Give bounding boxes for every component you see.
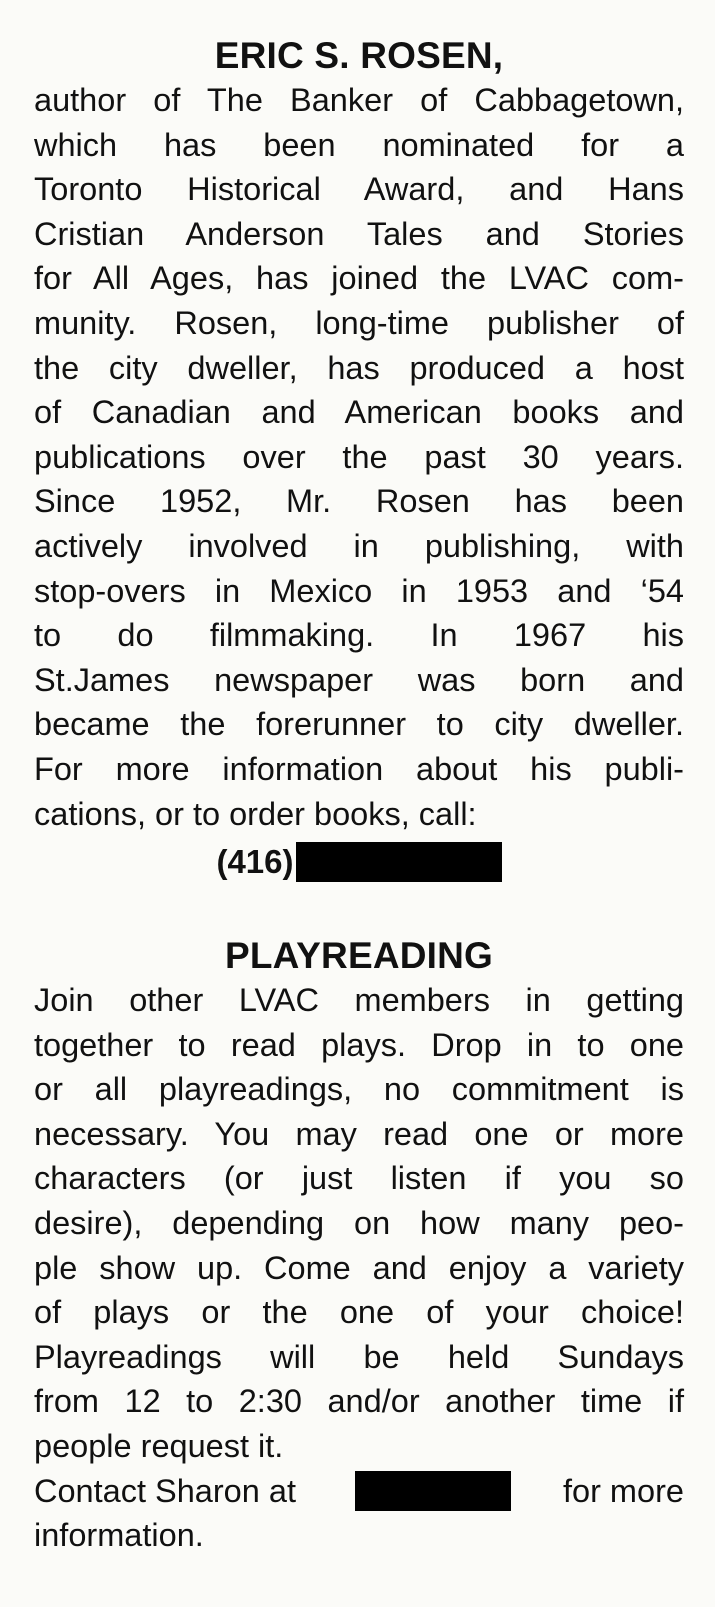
- rosen-line: to do filmmaking. In 1967 his: [34, 617, 684, 654]
- rosen-line: which has been nominated for a: [34, 126, 684, 163]
- phone-number: [34, 838, 684, 884]
- rosen-line: of Canadian and American books and: [34, 394, 684, 431]
- playreading-line: from 12 to 2:30 and/or another time if: [34, 1383, 684, 1420]
- rosen-line: munity. Rosen, long-time publisher of: [34, 304, 684, 341]
- redaction-bar: [355, 1471, 511, 1511]
- rosen-line: Cristian Anderson Tales and Stories: [34, 215, 684, 252]
- rosen-article: [34, 34, 684, 884]
- playreading-line: together to read plays. Drop in to one: [34, 1026, 684, 1063]
- playreading-line: Playreadings will be held Sundays: [34, 1338, 684, 1375]
- phone-area-code: (416): [216, 843, 294, 881]
- playreading-line: of plays or the one of your choice!: [34, 1294, 684, 1331]
- rosen-line: stop-overs in Mexico in 1953 and ‘54: [34, 572, 684, 609]
- rosen-line: the city dweller, has produced a host: [34, 349, 684, 386]
- rosen-line: publications over the past 30 years.: [34, 438, 684, 475]
- playreading-heading: PLAYREADING: [224, 935, 494, 976]
- playreading-line: ple show up. Come and enjoy a variety: [34, 1249, 684, 1286]
- playreading-line: necessary. You may read one or more: [34, 1115, 684, 1152]
- rosen-line: author of The Banker of Cabbagetown,: [34, 82, 684, 118]
- playreading-article: [34, 934, 684, 1558]
- contact-text-before: Contact Sharon at: [34, 1472, 296, 1509]
- playreading-line: desire), depending on how many peo-: [34, 1204, 684, 1241]
- rosen-line: cations, or to order books, call:: [34, 795, 477, 832]
- rosen-line: for All Ages, has joined the LVAC com-: [34, 260, 684, 297]
- rosen-line: St.James newspaper was born and: [34, 661, 684, 698]
- playreading-line: people request it.: [34, 1427, 284, 1464]
- rosen-line: became the forerunner to city dweller.: [34, 706, 684, 743]
- contact-text-after: for more: [562, 1472, 684, 1509]
- playreading-line: characters (or just listen if you so: [34, 1160, 684, 1197]
- rosen-line: For more information about his publi-: [34, 750, 684, 787]
- rosen-line: actively involved in publishing, with: [34, 527, 684, 564]
- playreading-line: information.: [34, 1517, 204, 1554]
- playreading-line: Join other LVAC members in getting: [34, 982, 684, 1018]
- rosen-body: [34, 78, 684, 836]
- rosen-line: Toronto Historical Award, and Hans: [34, 171, 684, 208]
- contact-line: [34, 1469, 684, 1514]
- playreading-body: [34, 978, 684, 1558]
- redaction-bar: [296, 842, 502, 882]
- rosen-line: Since 1952, Mr. Rosen has been: [34, 483, 684, 520]
- playreading-line: or all playreadings, no commitment is: [34, 1071, 684, 1108]
- rosen-heading: ERIC S. ROSEN,: [214, 35, 504, 76]
